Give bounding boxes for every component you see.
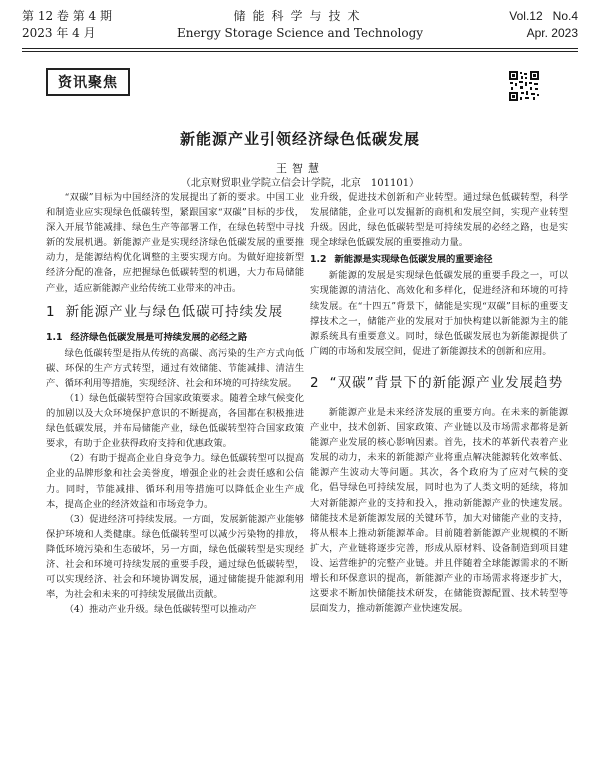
subsection-1-2-number: 1.2 — [310, 254, 327, 266]
paragraph: 业升级，促进技术创新和产业转型。通过绿色低碳转型，科学发展储能，企业可以发掘新的商机和发展空间，实现产业转型升级。因此，绿色低碳转型是可持续发展的必经之路，也是实现全球绿色低碳发展的重要推动力量。 — [310, 192, 568, 249]
section-2-title: “双碳”背景下的新能源产业发展趋势 — [329, 374, 564, 391]
header-rule-thick — [22, 48, 578, 49]
affiliation: （北京财贸职业学院立信会计学院，北京 101101） — [180, 178, 420, 189]
journal-header — [22, 8, 578, 48]
paragraph: （2）有助于提高企业自身竞争力。绿色低碳转型可以提高企业的品牌形象和社会美誉度，增强企业的社会责任感和公信力。同时，节能减排、循环利用等措施可以降低企业生产成本，提高企业的经济效益和市场竞争力。 — [46, 453, 304, 510]
section-2-number: 2 — [310, 374, 320, 391]
volume-cn: 第 12 卷 第 4 期 — [22, 9, 112, 23]
subsection-1-2-title: 新能源是实现绿色低碳发展的重要途径 — [334, 254, 493, 266]
subsection-1-1-number: 1.1 — [46, 331, 63, 343]
paragraph: （3）促进经济可持续发展。一方面，发展新能源产业能够保护环境和人类健康。绿色低碳转型可以减少污染物的排放，降低环境污染和生态破坏，另一方面，绿色低碳转型是实现经济、社会和环境可持续发展的重要手段，通过绿色低碳转型，可以实现经济、社会和环境协调发展，通过储能提升能源利用率，为社会和未来的可持续发展做出贡献。 — [46, 513, 304, 601]
header-right — [509, 8, 578, 42]
section-1-title: 新能源产业与绿色低碳可持续发展 — [65, 303, 284, 320]
paragraph: 新能源产业是未来经济发展的重要方向。在未来的新能源产业中，技术创新、国家政策、产业链以及市场需求都将是新能源产业发展的核心影响因素。首先，技术的革新代表着产业发展的动力，未来的新能源产业将重点解决能源转化效率低、能源产生波动大等问题。其次，各个政府为了应对气候的变化，倡导绿色可持续发展，同时也为了人类文明的延续，将加大对新能源产业的支持和投入，推动新能源产业的快速发展。储能技术是新能源发展的关键环节，加大对储能产业的支持，将从根本上推动新能源革命。目前随着新能源产业规模的不断扩大，产业链将逐步完善，形成从原材料、设备制造到项目建设、运营维护的完整产业链。并且伴随着全球能源需求的不断增长和环保意识的提高，新能源产业的市场需求将逐步扩大，这要求不断加快储能技术研发，在储能资源配置、技术转型等层面发力，推动新能源产业快速发展。 — [310, 406, 568, 615]
journal-name-en: Energy Storage Science and Technology — [176, 26, 424, 40]
section-1-number: 1 — [46, 303, 56, 320]
header-center — [22, 8, 578, 42]
subsection-1-1-heading — [46, 330, 304, 345]
author: 王智慧 — [276, 162, 324, 175]
date-cn: 2023 年 4 月 — [22, 26, 96, 40]
date-en: Apr. 2023 — [526, 26, 578, 40]
qr-code-icon — [508, 70, 540, 102]
volume-en: Vol.12 No.4 — [509, 9, 578, 23]
paragraph: （4）推动产业升级。绿色低碳转型可以推动产 — [64, 604, 257, 616]
paragraph: （1）绿色低碳转型符合国家政策要求。随着全球气候变化的加剧以及大众环境保护意识的不断提高，各国都在积极推进绿色低碳发展，并布局储能产业，绿色低碳转型符合国家政策要求，有助于企业获得政府支持和优惠政策。 — [46, 392, 304, 450]
paragraph: 新能源的发展是实现绿色低碳发展的重要手段之一，可以实现能源的清洁化、高效化和多样化，促进经济和环境的可持续发展。在“十四五”背景下，储能是实现“双碳”目标的重要支撑技术之一，储能产业的发展对于加快构建以新能源为主的能源系统具有重要意义。同时，绿色低碳发展也为新能源提供了广阔的市场和发展空间，促进了新能源技术的创新和应用。 — [310, 270, 568, 357]
header-rule-thin — [22, 51, 578, 52]
intro-paragraph: “双碳”目标为中国经济的发展提出了新的要求。中国工业和制造业应实现绿色低碳转型，紧跟国家“双碳”目标的步伐，深入开展节能减排、绿色生产等部署工作，在绿色转型中寻找新的发展机遇。新能源产业是实现经济绿色低碳发展的重要推动力，是能源结构优化调整的主要实现方向。为做好迎接新型经济分配的准备，应把握绿色低碳转型的机遇，大力布局储能产业，适应新能源产业给传统工业带来的冲击。 — [46, 192, 304, 294]
section-1-heading — [46, 302, 304, 322]
paragraph: 绿色低碳转型是指从传统的高碳、高污染的生产方式向低碳、环保的生产方式转型，通过有效储能、节能减排、清洁生产、循环利用等措施，实现经济、社会和环境的可持续发展。 — [46, 347, 304, 389]
subsection-1-1-title: 经济绿色低碳发展是可持续发展的必经之路 — [70, 331, 248, 343]
article-title: 新能源产业引领经济绿色低碳发展 — [179, 130, 420, 148]
right-column — [310, 190, 568, 616]
subsection-1-2-heading — [310, 252, 568, 267]
section-2-heading — [310, 373, 568, 393]
left-column — [46, 190, 304, 617]
journal-name-cn: 储能科学与技术 — [233, 9, 367, 23]
section-tag: 资讯聚焦 — [46, 68, 130, 96]
